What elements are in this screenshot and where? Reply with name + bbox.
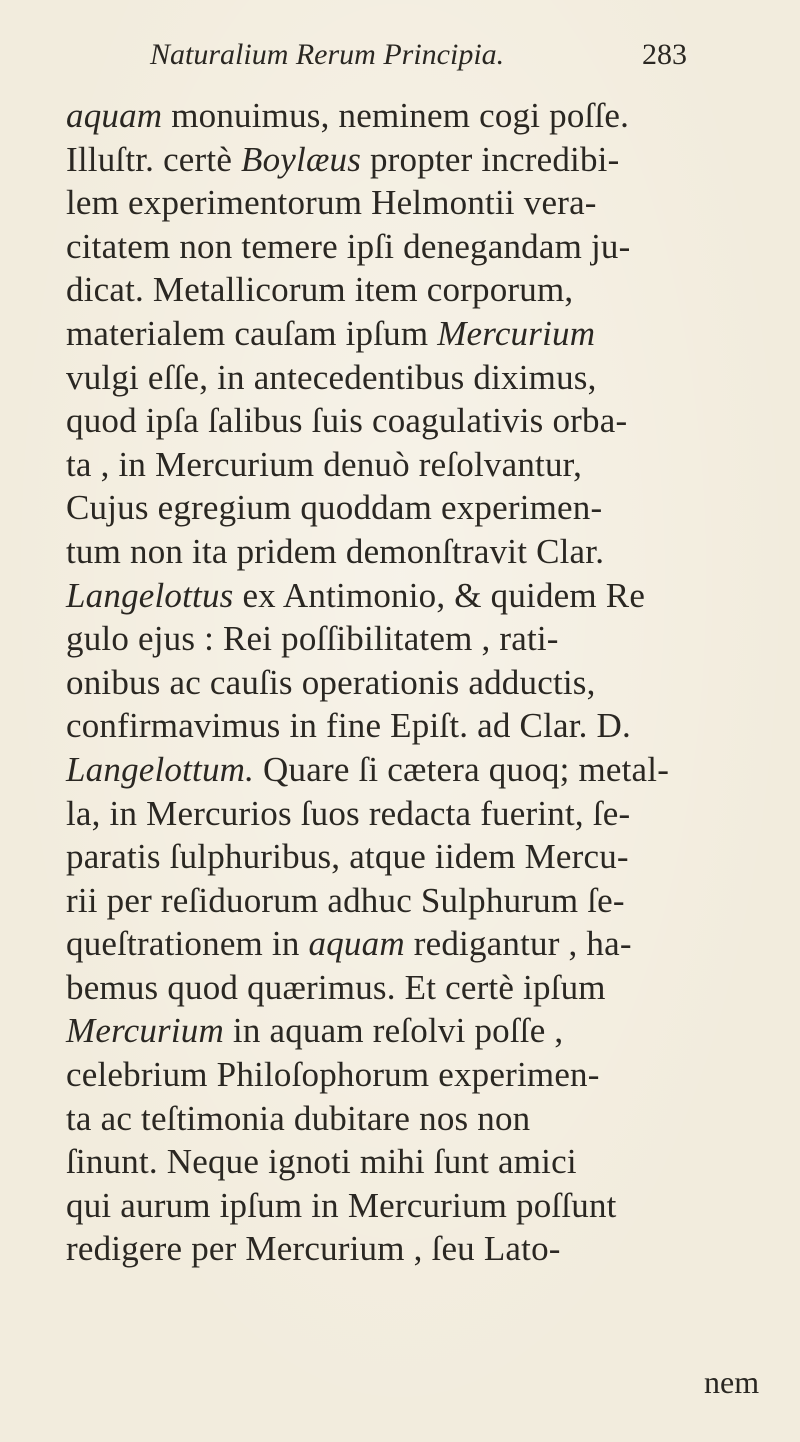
italic-text-segment: aquam bbox=[66, 96, 163, 135]
text-line bbox=[66, 1227, 766, 1271]
text-segment: redigere per Mercurium , ſeu Lato- bbox=[66, 1229, 561, 1269]
text-line bbox=[66, 530, 766, 574]
text-segment: ex Antimonio, & quidem Re bbox=[233, 575, 646, 615]
text-line bbox=[66, 399, 766, 443]
text-segment: quod ipſa ſalibus ſuis coagulativis orba- bbox=[66, 401, 628, 441]
italic-text-segment: aquam bbox=[308, 924, 405, 964]
text-line bbox=[66, 138, 766, 182]
italic-text-segment: Mercurium bbox=[437, 313, 596, 353]
text-line bbox=[66, 617, 766, 661]
text-segment: bemus quod quærimus. Et certè ipſum bbox=[66, 967, 606, 1007]
text-segment: Illuſtr. certè bbox=[66, 139, 242, 179]
body-text bbox=[66, 94, 766, 1271]
italic-text-segment: Langelottus bbox=[66, 575, 234, 615]
text-segment: dicat. Metallicorum item corporum, bbox=[66, 270, 574, 310]
text-segment: Quare ſi cætera quoq; metal- bbox=[254, 749, 670, 789]
text-line bbox=[66, 966, 766, 1010]
text-segment: la, in Mercurios ſuos redacta fuerint, ſe- bbox=[66, 793, 631, 833]
text-line bbox=[66, 704, 766, 748]
text-segment: gulo ejus : Rei poſſibilitatem , rati- bbox=[66, 619, 559, 659]
text-segment: ta ac teſtimonia dubitare nos non bbox=[66, 1098, 531, 1138]
text-line bbox=[66, 661, 766, 705]
running-head-title: Naturalium Rerum Principia. bbox=[150, 38, 505, 71]
text-line bbox=[66, 486, 766, 530]
text-segment: monuimus, neminem cogi poſſe. bbox=[162, 96, 630, 135]
text-line bbox=[66, 922, 766, 966]
text-segment: tum non ita pridem demonſtravit Clar. bbox=[66, 531, 605, 571]
text-line bbox=[66, 1097, 766, 1141]
italic-text-segment: Mercurium bbox=[66, 1011, 224, 1051]
text-line bbox=[66, 574, 766, 618]
text-line bbox=[66, 1009, 766, 1053]
text-line bbox=[66, 443, 766, 487]
text-segment: in aquam reſolvi poſſe , bbox=[223, 1011, 564, 1051]
text-segment: lem experimentorum Helmontii vera- bbox=[66, 183, 597, 223]
running-head bbox=[150, 38, 770, 82]
text-line bbox=[66, 1053, 766, 1097]
text-line bbox=[66, 356, 766, 400]
text-segment: Cujus egregium quoddam experimen- bbox=[66, 488, 603, 528]
text-line bbox=[66, 792, 766, 836]
catchword: nem bbox=[704, 1364, 760, 1400]
text-line bbox=[66, 225, 766, 269]
text-segment: ta , in Mercurium denuò reſolvantur, bbox=[66, 444, 583, 484]
text-segment: onibus ac cauſis operationis adductis, bbox=[66, 662, 596, 702]
text-segment: qui aurum ipſum in Mercurium poſſunt bbox=[66, 1185, 617, 1225]
text-segment: citatem non temere ipſi denegandam ju- bbox=[66, 226, 631, 266]
text-line bbox=[66, 268, 766, 312]
text-segment: propter incredibi- bbox=[361, 139, 620, 179]
text-line bbox=[66, 312, 766, 356]
italic-text-segment: Langelottum. bbox=[66, 749, 255, 789]
text-line bbox=[66, 1184, 766, 1228]
text-segment: rii per reſiduorum adhuc Sulphurum ſe- bbox=[66, 880, 625, 920]
text-segment: redigantur , ha- bbox=[404, 924, 632, 964]
text-segment: celebrium Philoſophorum experimen- bbox=[66, 1055, 600, 1095]
text-segment: confirmavimus in fine Epiſt. ad Clar. D. bbox=[66, 706, 631, 746]
text-segment: paratis ſulphuribus, atque iidem Mercu- bbox=[66, 837, 629, 877]
text-line bbox=[66, 94, 766, 138]
page-number: 283 bbox=[642, 38, 687, 71]
text-segment: ſinunt. Neque ignoti mihi ſunt amici bbox=[66, 1142, 577, 1182]
text-line bbox=[66, 835, 766, 879]
text-line bbox=[66, 1140, 766, 1184]
italic-text-segment: Boylæus bbox=[241, 139, 362, 179]
text-line bbox=[66, 879, 766, 923]
text-segment: queſtrationem in bbox=[66, 924, 309, 964]
text-line bbox=[66, 748, 766, 792]
text-line bbox=[66, 181, 766, 225]
text-segment: vulgi eſſe, in antecedentibus diximus, bbox=[66, 357, 597, 397]
text-segment: materialem cauſam ipſum bbox=[66, 313, 438, 353]
